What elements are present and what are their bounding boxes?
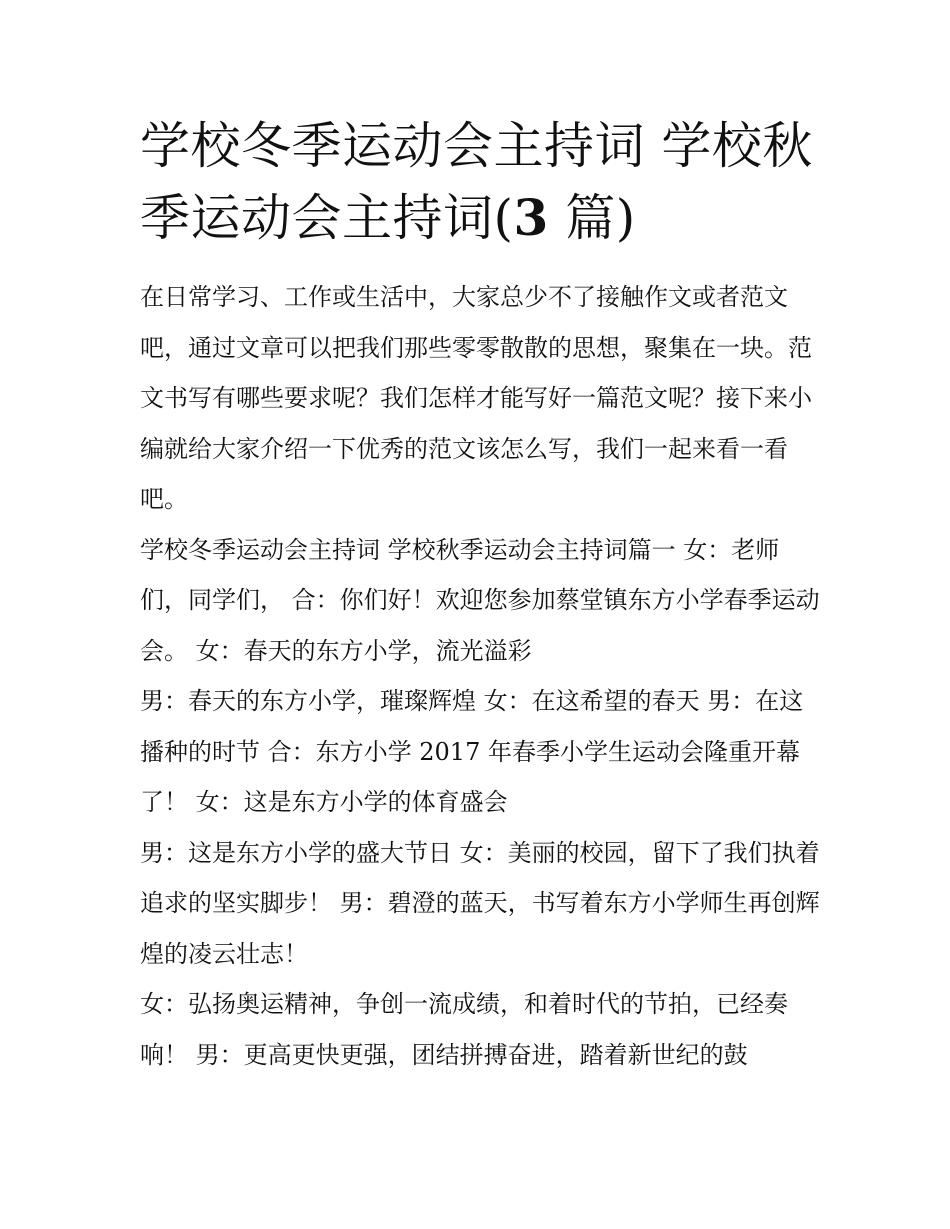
body-paragraph: 学校冬季运动会主持词 学校秋季运动会主持词篇一 女：老师们，同学们， 合：你们好！欢迎您参加蔡堂镇东方小学春季运动会。 女：春天的东方小学，流光溢彩 [140, 535, 820, 665]
intro-paragraph: 在日常学习、工作或生活中，大家总少不了接触作文或者范文吧，通过文章可以把我们那些零零散散的思想，聚集在一块。范文书写有哪些要求呢？我们怎样才能写好一篇范文呢？接下来小编就给大家介绍一下优秀的范文该怎么写，我们一起来看一看吧。 [140, 283, 812, 513]
title-text: 学校冬季运动会主持词 学校秋季运动会主持词( [140, 117, 813, 247]
body-paragraph: 女：弘扬奥运精神，争创一流成绩，和着时代的节拍，已经奏响！ 男：更高更快更强，团结拼搏奋进，踏着新世纪的鼓 [140, 990, 788, 1069]
document-page [140, 110, 820, 1080]
title-suffix: 篇) [548, 189, 636, 247]
body-paragraph: 男：这是东方小学的盛大节日 女：美丽的校园，留下了我们执着追求的坚实脚步！ 男：碧澄的蓝天，书写着东方小学师生再创辉煌的凌云壮志！ [140, 838, 820, 968]
body-paragraph: 男：春天的东方小学，璀璨辉煌 女：在这希望的春天 男：在这播种的时节 合：东方小学 2017 年春季小学生运动会隆重开幕了！ 女：这是东方小学的体育盛会 [140, 687, 804, 816]
document-title [140, 110, 820, 254]
title-count: 3 [513, 188, 549, 247]
